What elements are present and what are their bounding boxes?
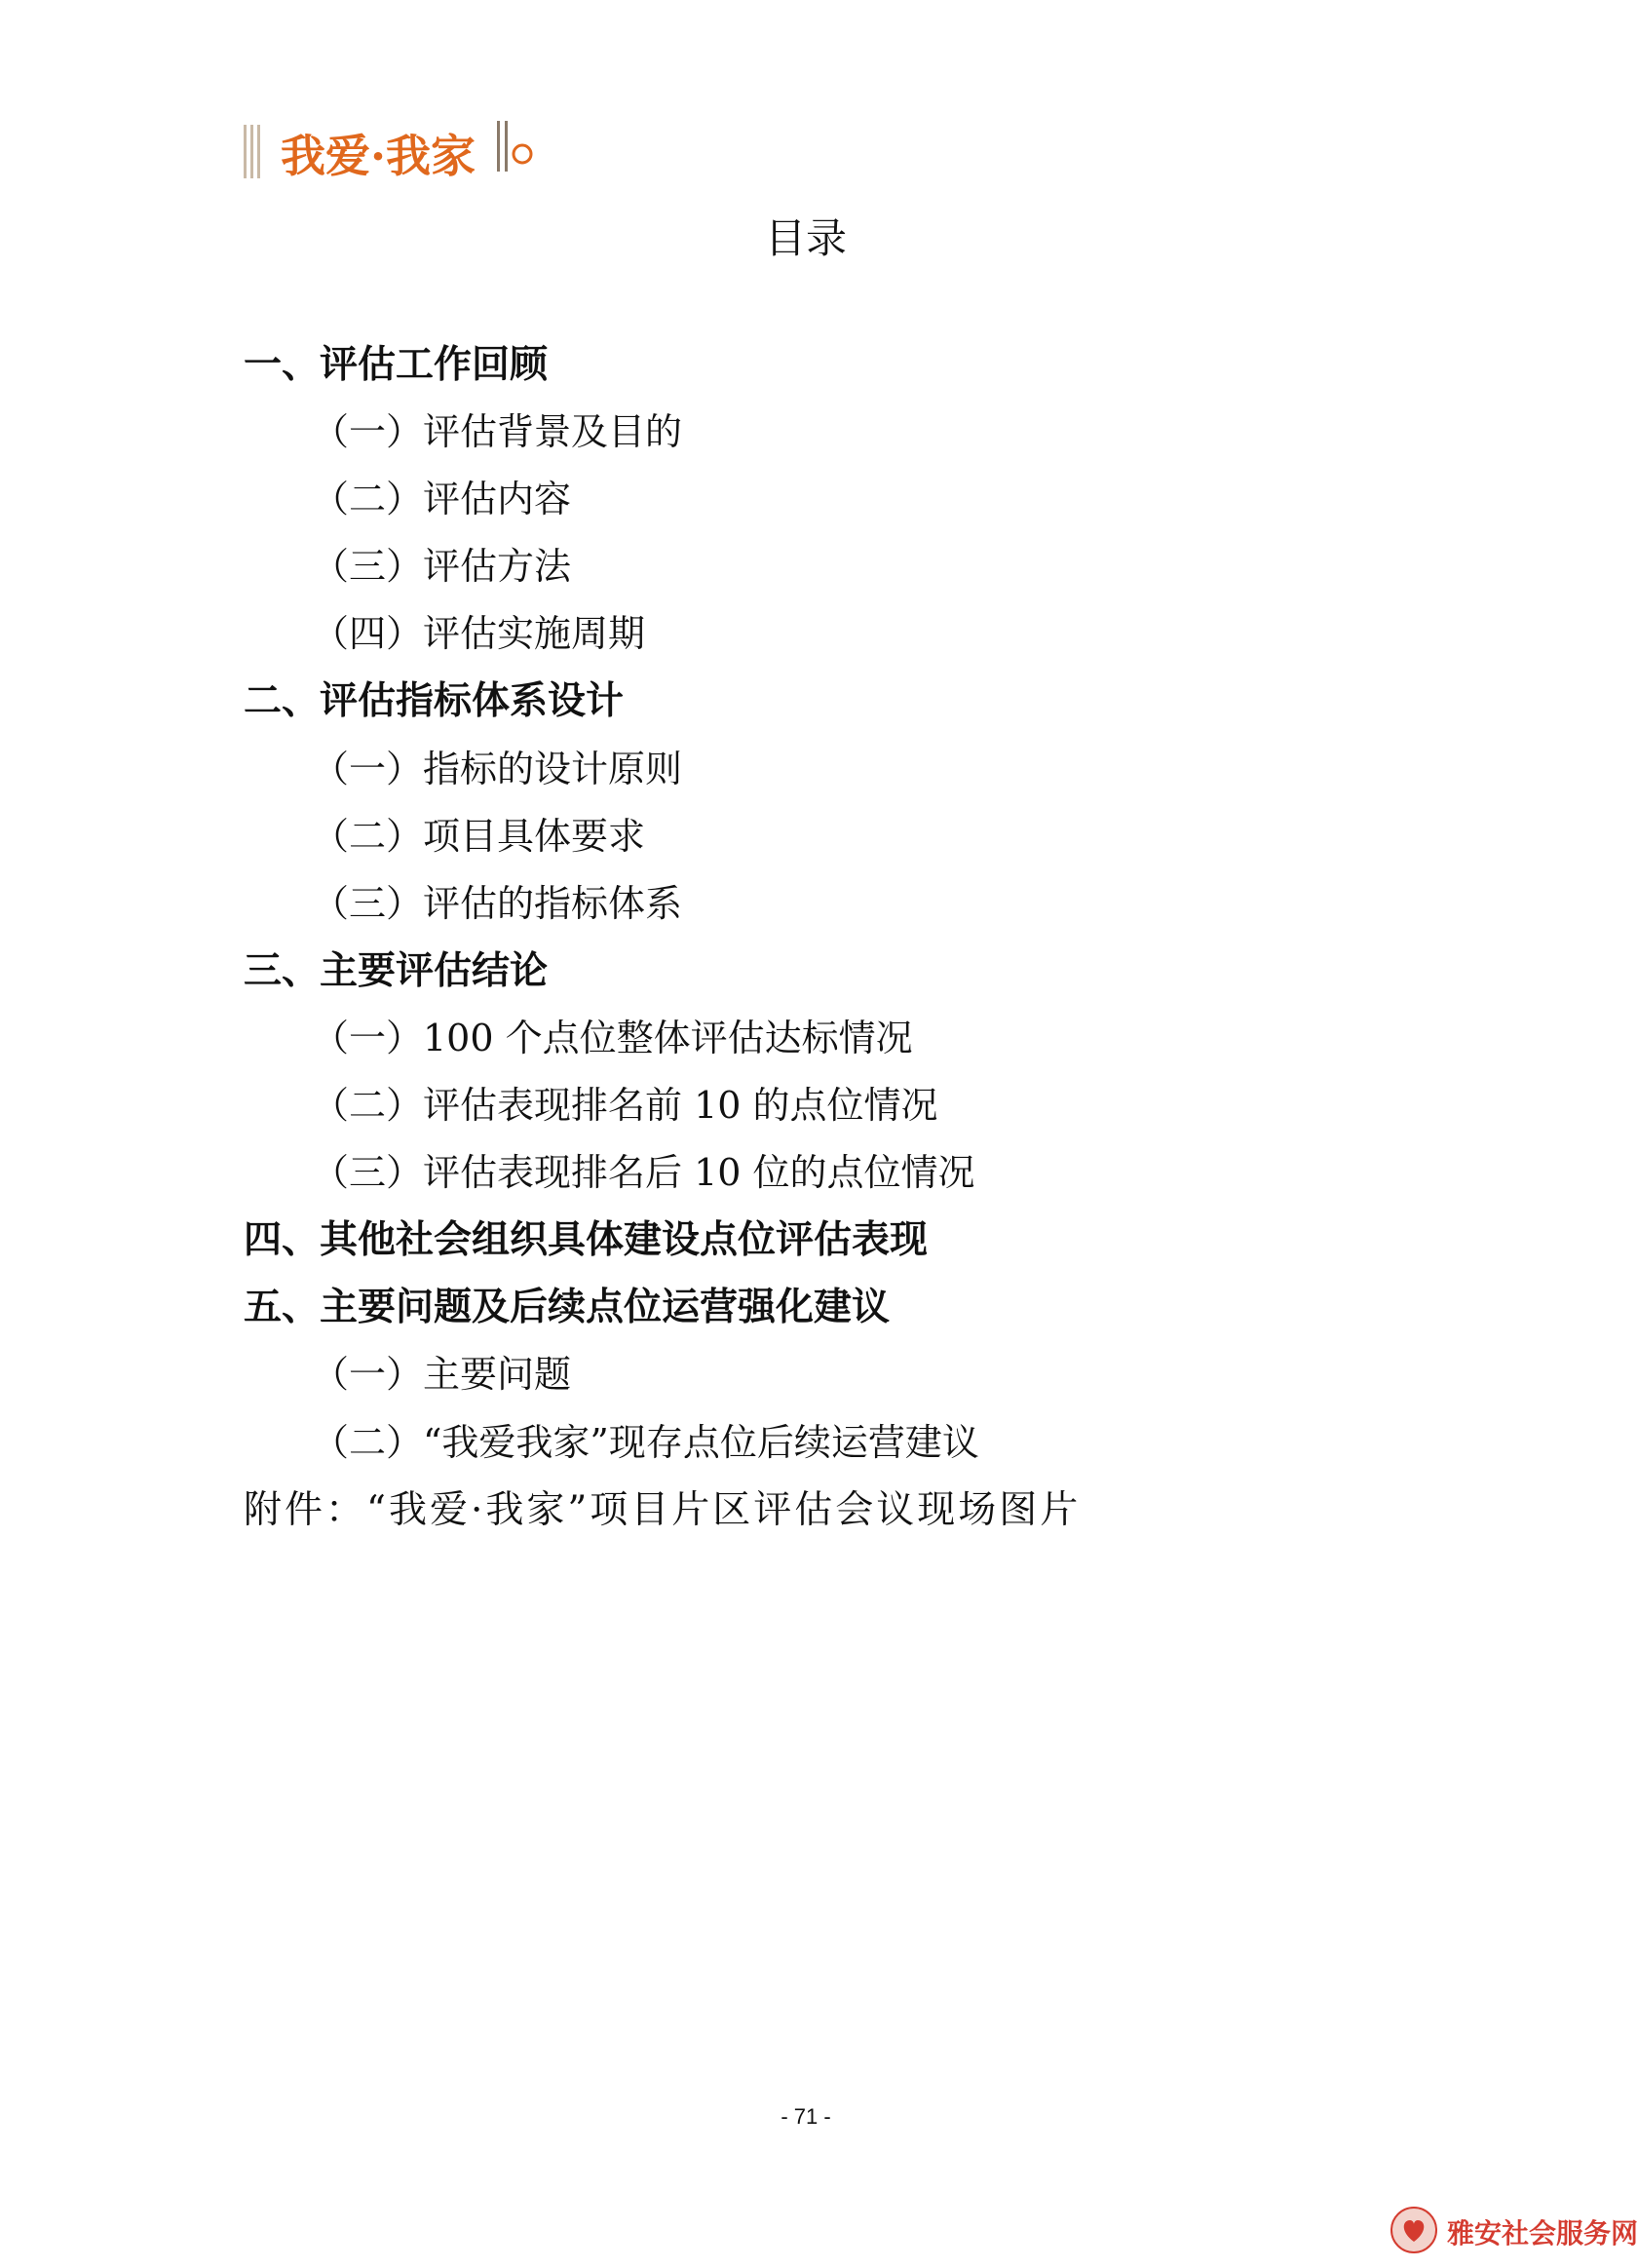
- toc-subsection-entry: （二）评估内容: [312, 478, 572, 521]
- toc-section-heading: 三、主要评估结论: [244, 948, 549, 993]
- logo-text: 我爱·我家: [281, 130, 476, 182]
- toc-appendix-entry: 附件：“我爱·我家”项目片区评估会议现场图片: [244, 1487, 1082, 1532]
- toc-subsection-entry: （三）评估的指标体系: [312, 881, 683, 925]
- header-logo: [242, 115, 534, 195]
- toc-section-heading: 五、主要问题及后续点位运营强化建议: [244, 1286, 891, 1330]
- toc-subsection-entry: （四）评估实施周期: [312, 612, 646, 656]
- logo-heart-icon: [514, 145, 531, 163]
- toc-subsection-entry: （一）评估背景及目的: [312, 410, 683, 454]
- heart-emblem-icon: [1389, 2205, 1439, 2255]
- toc-subsection-entry: （一）100 个点位整体评估达标情况: [312, 1016, 913, 1059]
- watermark-text: 雅安社会服务网: [1447, 2217, 1638, 2249]
- toc-section-heading: 一、评估工作回顾: [244, 343, 549, 387]
- page-title: 目录: [764, 214, 847, 262]
- toc-subsection-entry: （三）评估方法: [312, 545, 572, 589]
- toc-section-heading: 二、评估指标体系设计: [244, 679, 625, 724]
- toc-subsection-entry: （一）主要问题: [312, 1353, 572, 1397]
- toc-subsection-entry: （二）评估表现排名前 10 的点位情况: [312, 1084, 938, 1128]
- toc-subsection-entry: （二）项目具体要求: [312, 814, 646, 858]
- site-watermark: [1389, 2205, 1638, 2263]
- table-of-contents: [244, 331, 1510, 1544]
- toc-subsection-entry: （一）指标的设计原则: [312, 747, 683, 790]
- toc-subsection-entry: （二）“我爱我家”现存点位后续运营建议: [312, 1420, 979, 1464]
- page-number: - 71 -: [781, 2104, 831, 2129]
- logo-graphic: [242, 115, 534, 195]
- toc-subsection-entry: （三）评估表现排名后 10 位的点位情况: [312, 1151, 975, 1195]
- toc-section-heading: 四、其他社会组织具体建设点位评估表现: [244, 1218, 929, 1263]
